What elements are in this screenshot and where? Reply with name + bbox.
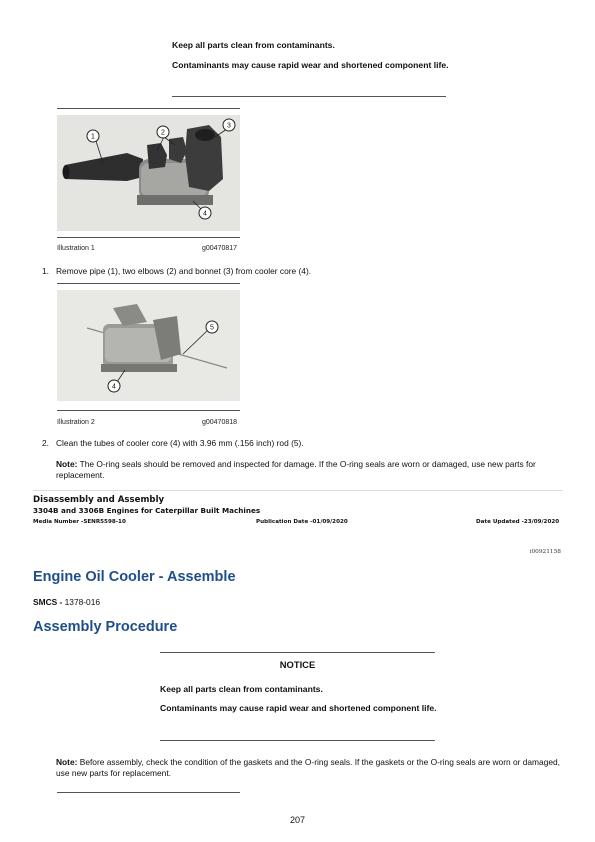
page-number: 207 [289,815,306,825]
smcs-line [33,597,100,607]
illustration1-photo [57,115,240,231]
document-id: i00921158 [529,549,561,555]
illustration2-photo [57,290,240,401]
next-illustration-rule [57,792,240,793]
illustration1-callout-4: 4 [203,210,207,218]
smcs-value: 1378-016 [64,597,101,607]
assembly-note-label: Note: [56,757,78,767]
header-separator [33,490,563,491]
smcs-label: SMCS - [33,597,65,607]
notice-top-rule [160,652,435,653]
cooler-core-rod-image [57,290,240,401]
header-publication-date: Publication Date -01/09/2020 [256,519,348,525]
step2-number: 2. [42,438,49,448]
illustration2-top-rule [57,283,240,284]
step2-text: Clean the tubes of cooler core (4) with 3.96 mm (.156 inch) rod (5). [56,438,304,448]
notice-heading: NOTICE [279,659,316,670]
notice-line1: Keep all parts clean from contaminants. [160,684,323,694]
header-date-updated: Date Updated -23/09/2020 [476,519,560,525]
top-notice-line2: Contaminants may cause rapid wear and shortened component life. [172,60,449,70]
step1-number: 1. [42,266,49,276]
illustration1-callout-1: 1 [91,133,95,141]
illustration1-bottom-rule [57,237,240,238]
header-media-number: Media Number -SENR5598-10 [33,519,126,525]
illustration2-callout-5: 5 [210,324,214,332]
top-notice-rule [172,96,446,97]
illustration2-caption: Illustration 2 [57,419,95,426]
illustration1-callout-2: 2 [161,129,165,137]
illustration1-code: g00470817 [202,245,238,252]
assembly-note-text: Before assembly, check the condition of the gaskets and the O-ring seals. If the gaskets or the O-ring seals are worn or damaged, use new parts for replacement. [56,757,560,778]
section-title: Engine Oil Cooler - Assemble [33,569,236,585]
header-subtitle: 3304B and 3306B Engines for Caterpillar Built Machines [33,506,261,515]
illustration2-callout-4: 4 [112,383,116,391]
illustration1-callout-3: 3 [227,122,231,130]
illustration1-top-rule [57,108,240,109]
notice-bottom-rule [160,740,435,741]
step2-note-label: Note: [56,459,78,469]
illustration2-code: g00470818 [202,419,238,426]
notice-line2: Contaminants may cause rapid wear and shortened component life. [160,703,437,713]
assembly-note [56,757,566,779]
step2-note [56,459,546,481]
illustration2-bottom-rule [57,410,240,411]
header-title: Disassembly and Assembly [33,495,165,505]
step2-note-text: The O-ring seals should be removed and inspected for damage. If the O-ring seals are worn or damaged, use new parts for replacement. [56,459,536,480]
oil-cooler-photo-image [57,115,240,231]
procedure-title: Assembly Procedure [33,619,178,635]
illustration1-caption: Illustration 1 [57,245,95,252]
step1-text: Remove pipe (1), two elbows (2) and bonnet (3) from cooler core (4). [56,266,312,276]
top-notice-line1: Keep all parts clean from contaminants. [172,40,335,50]
